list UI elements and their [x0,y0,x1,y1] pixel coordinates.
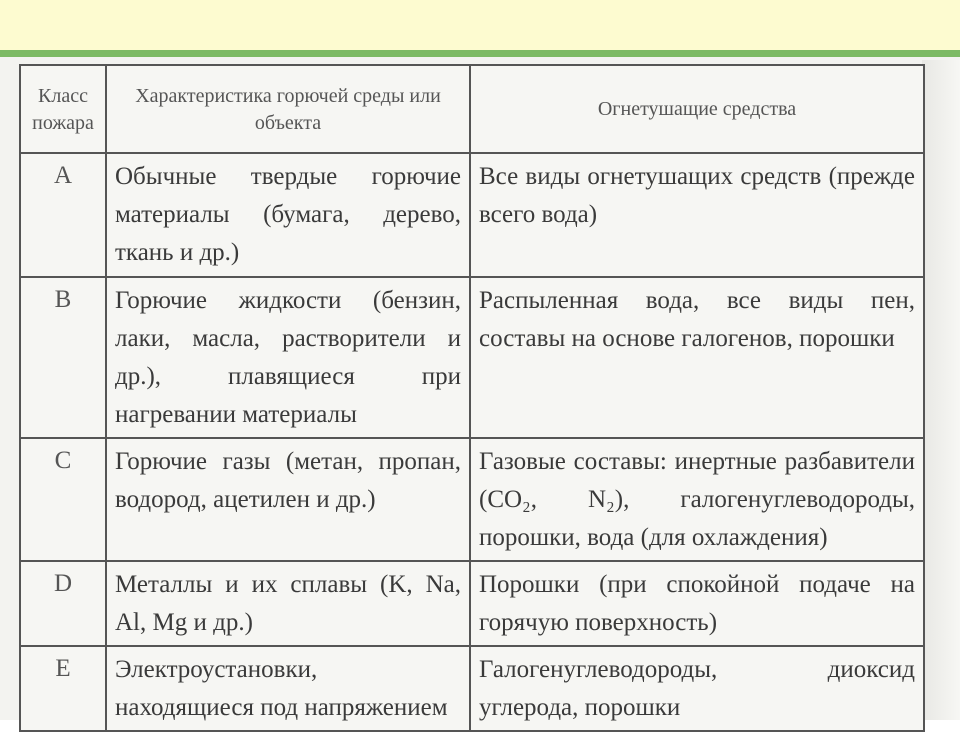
agents-cell: Газовые составы: инертные разбавители (CO₂, N₂), галогенуглеводороды, порошки, вода (для охлаждения) [470,438,924,561]
header-fire-class: Класс пожара [20,65,106,153]
slide-divider [0,50,960,57]
table-row [20,153,924,277]
table-row [20,561,924,646]
agents-cell: Все виды огнетушащих средств (прежде всего вода) [470,153,924,277]
fire-class-cell: B [20,277,106,438]
table-row [20,277,924,438]
fire-class-cell: D [20,561,106,646]
fire-class-table [19,64,925,732]
table-row [20,438,924,561]
fire-class-cell: A [20,153,106,277]
characteristic-cell: Горючие жидкости (бензин, лаки, масла, растворители и др.), плавящиеся при нагревании материалы [106,277,470,438]
characteristic-cell: Обычные твердые горючие материалы (бумага, дерево, ткань и др.) [106,153,470,277]
characteristic-cell: Горючие газы (метан, пропан, водород, ацетилен и др.) [106,438,470,561]
fire-class-cell: E [20,646,106,731]
fire-class-cell: C [20,438,106,561]
characteristic-cell: Металлы и их сплавы (K, Na, Al, Mg и др.) [106,561,470,646]
table-row [20,646,924,731]
agents-cell: Распыленная вода, все виды пен, составы на основе галогенов, порошки [470,277,924,438]
page-shadow [922,60,960,720]
header-characteristic: Характеристика горючей среды или объекта [106,65,470,153]
header-extinguishing-agents: Огнетушащие средства [470,65,924,153]
agents-cell: Порошки (при спокойной подаче на горячую поверхность) [470,561,924,646]
table-header-row [20,65,924,153]
slide-title-band [0,0,960,50]
agents-cell: Галогенуглеводороды, диоксид углерода, порошки [470,646,924,731]
characteristic-cell: Электроустановки, находящиеся под напряжением [106,646,470,731]
